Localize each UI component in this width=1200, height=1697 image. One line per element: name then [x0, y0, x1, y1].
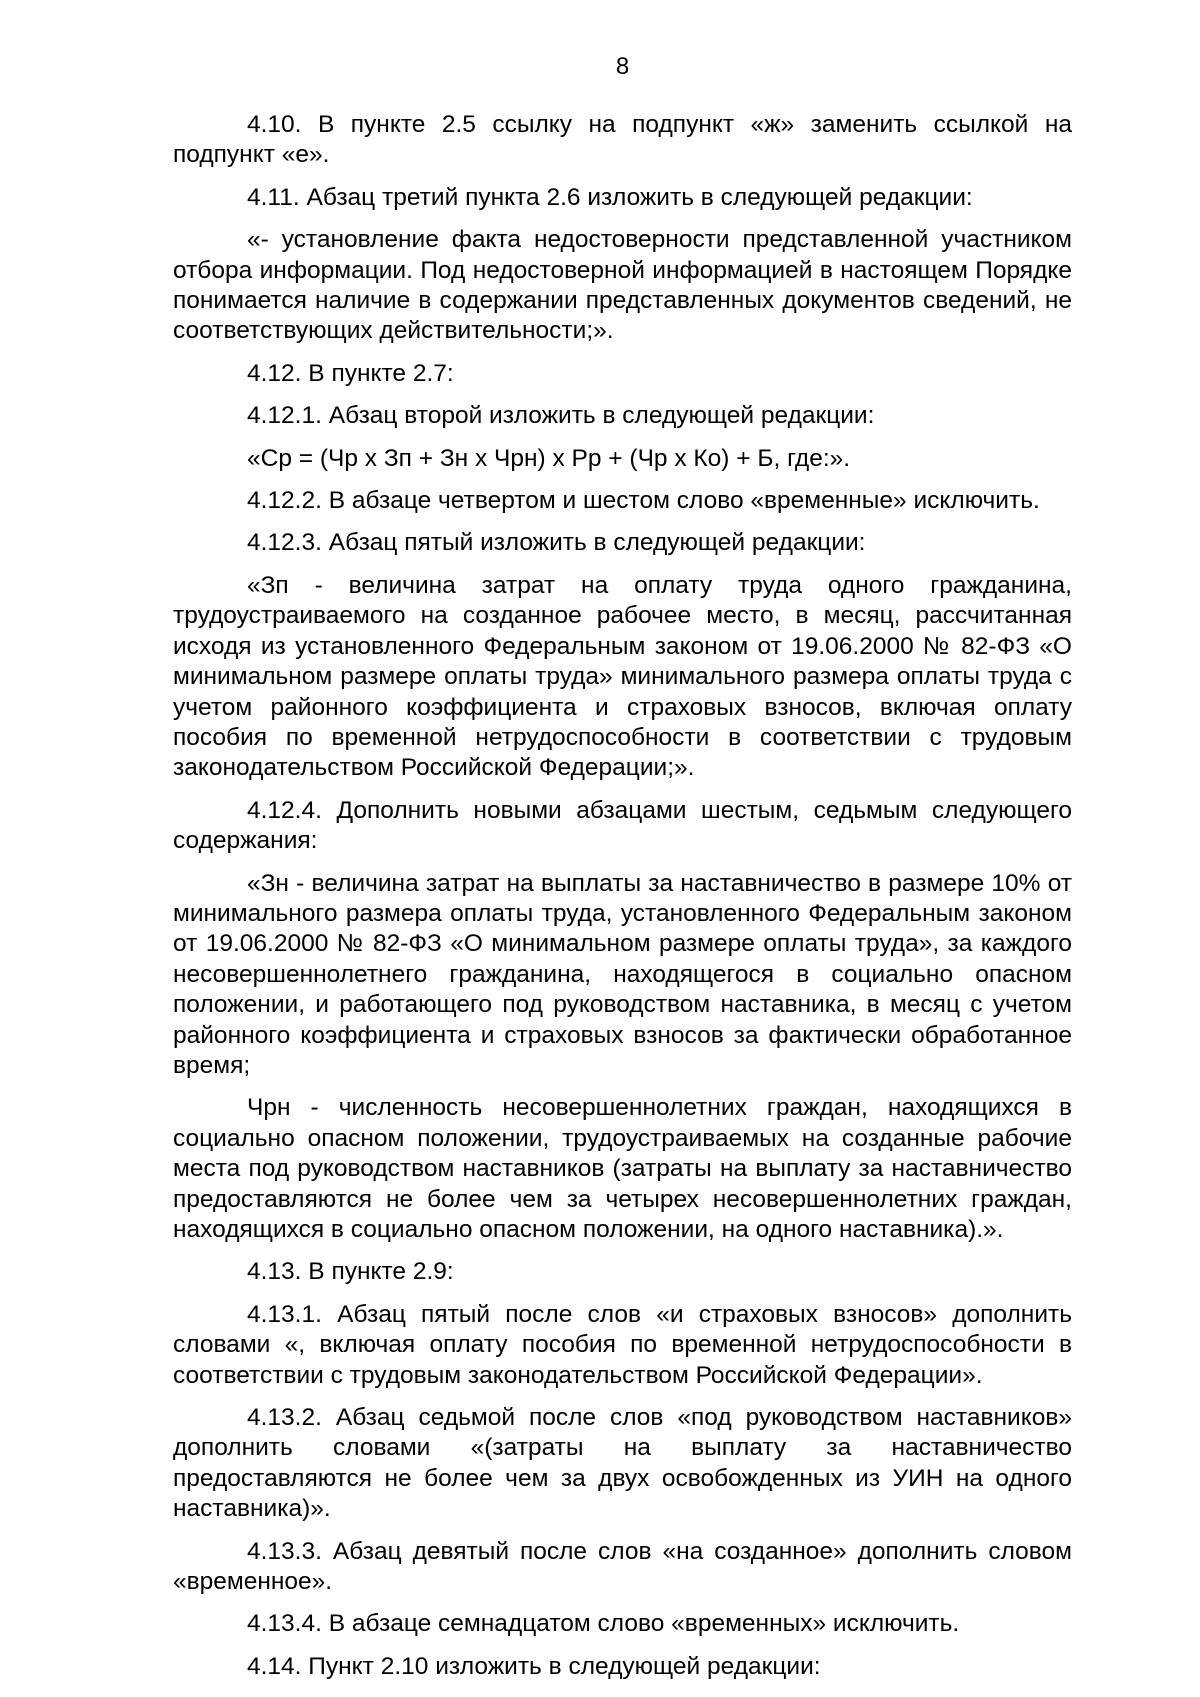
paragraph-4-13-2: 4.13.2. Абзац седьмой после слов «под руководством наставников» дополнить словами «(затраты на выплату за наставничество предоставляются не более чем за двух освобожденных из УИН на одного наставника)». [173, 1404, 1072, 1523]
paragraph-formula: «Ср = (Чр х Зп + Зн х Чрн) х Рр + (Чр х Ко) + Б, где:». [247, 444, 851, 472]
paragraph-4-11-quote: «- установление факта недостоверности представленной участником отбора информации. Под недостоверной информацией в настоящем Порядке понимается наличие в содержании представленных документов сведений, не соответствующих действительности;». [173, 226, 1072, 345]
paragraph-4-12-1: 4.12.1. Абзац второй изложить в следующей редакции: [247, 402, 875, 430]
paragraph-4-12-4: 4.12.4. Дополнить новыми абзацами шестым, седьмым следующего содержания: [173, 796, 1072, 855]
paragraph-zn-definition: «Зн - величина затрат на выплаты за наставничество в размере 10% от минимального размера оплаты труда, установленного Федеральным законом от 19.06.2000 № 82-ФЗ «О минимальном размере оплаты труда», за каждого несовершеннолетнего гражданина, находящегося в социально опасном положении, и работающего под руководством наставника, в месяц с учетом районного коэффициента и страховых взносов за фактически обработанное время; [173, 869, 1072, 1079]
paragraph-4-12-3: 4.12.3. Абзац пятый изложить в следующей редакции: [247, 529, 866, 557]
page-number: 8 [615, 53, 630, 80]
paragraph-4-12: 4.12. В пункте 2.7: [247, 359, 454, 387]
paragraph-4-10: 4.10. В пункте 2.5 ссылку на подпункт «ж» заменить ссылкой на подпункт «е». [173, 111, 1072, 169]
paragraph-4-14: 4.14. Пункт 2.10 изложить в следующей редакции: [247, 1652, 821, 1680]
paragraph-4-12-2: 4.12.2. В абзаце четвертом и шестом слово «временные» исключить. [247, 487, 1040, 515]
paragraph-4-13-4: 4.13.4. В абзаце семнадцатом слово «временных» исключить. [247, 1610, 960, 1638]
paragraph-4-11: 4.11. Абзац третий пункта 2.6 изложить в следующей редакции: [247, 183, 973, 211]
paragraph-4-13-3: 4.13.3. Абзац девятый после слов «на созданное» дополнить словом «временное». [173, 1537, 1072, 1596]
paragraph-zp-definition: «Зп - величина затрат на оплату труда одного гражданина, трудоустраиваемого на созданное рабочее место, в месяц, рассчитанная исходя из установленного Федеральным законом от 19.06.2000 № 82-ФЗ «О минимальном размере оплаты труда» минимального размера оплаты труда с учетом районного коэффициента и страховых взносов, включая оплату пособия по временной нетрудоспособности в соответствии с трудовым законодательством Российской Федерации;». [173, 571, 1072, 782]
paragraph-chrn-definition: Чрн - численность несовершеннолетних граждан, находящихся в социально опасном положении, трудоустраиваемых на созданные рабочие места под руководством наставников (затраты на выплату за наставничество предоставляются не более чем за четырех несовершеннолетних граждан, находящихся в социально опасном положении, на одного наставника).». [173, 1094, 1072, 1243]
paragraph-4-13: 4.13. В пункте 2.9: [247, 1258, 454, 1286]
paragraph-4-13-1: 4.13.1. Абзац пятый после слов «и страховых взносов» дополнить словами «, включая оплату пособия по временной нетрудоспособности в соответствии с трудовым законодательством Российской Федерации». [173, 1300, 1072, 1389]
